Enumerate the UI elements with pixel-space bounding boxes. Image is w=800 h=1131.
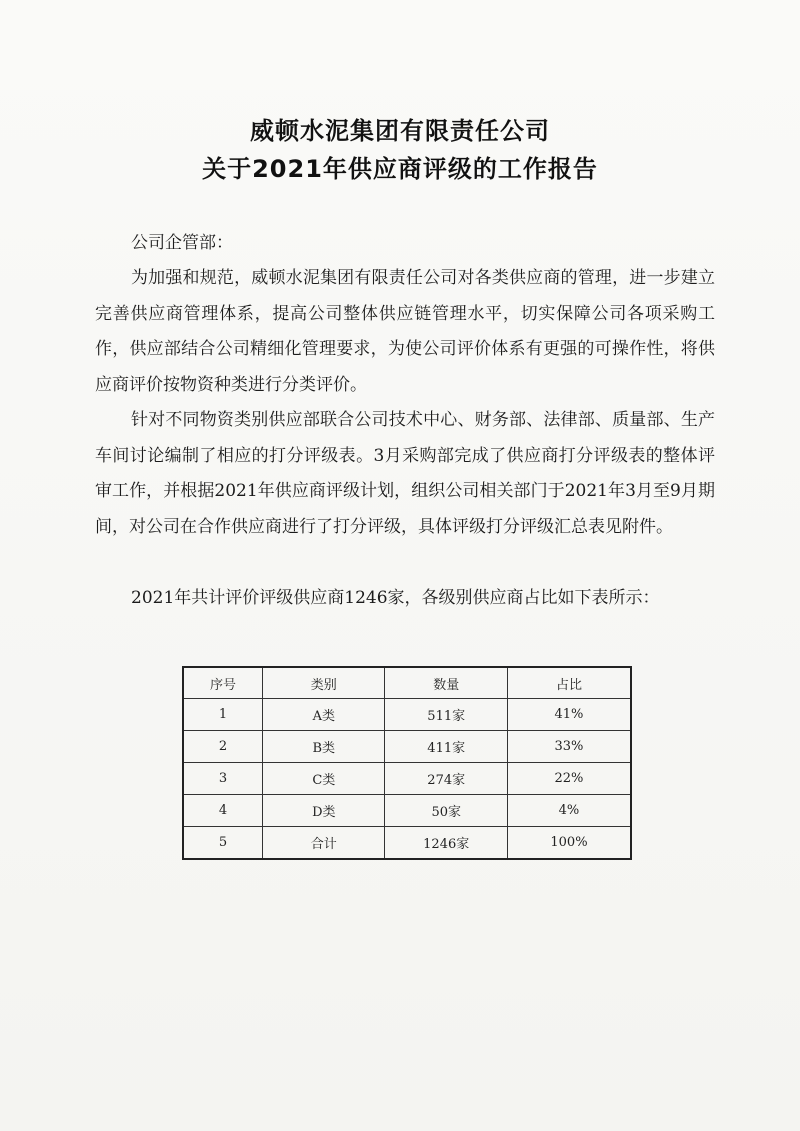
salutation: 公司企管部： (131, 233, 233, 253)
cell-index: 1 (183, 699, 263, 731)
cell-category: C类 (263, 763, 385, 795)
cell-category: A类 (263, 699, 385, 731)
cell-count: 411家 (385, 731, 507, 763)
supplier-rating-table (182, 666, 632, 860)
cell-count: 50家 (385, 795, 507, 827)
cell-count: 511家 (385, 699, 507, 731)
table-row (183, 731, 631, 763)
cell-index: 5 (183, 827, 263, 860)
cell-ratio: 33% (507, 731, 631, 763)
cell-index: 2 (183, 731, 263, 763)
report-title-line-2: 关于2021年供应商评级的工作报告 (202, 155, 598, 183)
report-title-line-1: 威顿水泥集团有限责任公司 (250, 117, 550, 145)
cell-category: D类 (263, 795, 385, 827)
cell-index: 4 (183, 795, 263, 827)
table-row (183, 763, 631, 795)
paragraph-summary: 2021年共计评价评级供应商1246家，各级别供应商占比如下表所示： (131, 588, 660, 608)
table-row (183, 699, 631, 731)
paragraph-purpose: 为加强和规范，威顿水泥集团有限责任公司对各类供应商的管理，进一步建立完善供应商管理体系，提高公司整体供应链管理水平，切实保障公司各项采购工作，供应部结合公司精细化管理要求，为使公司评价体系有更强的可操作性，将供应商评价按物资种类进行分类评价。 (95, 268, 715, 395)
cell-index: 3 (183, 763, 263, 795)
cell-count: 1246家 (385, 827, 507, 860)
cell-count: 274家 (385, 763, 507, 795)
header-count: 数量 (385, 667, 507, 699)
cell-ratio: 22% (507, 763, 631, 795)
header-index: 序号 (183, 667, 263, 699)
cell-category: 合计 (263, 827, 385, 860)
cell-ratio: 4% (507, 795, 631, 827)
cell-category: B类 (263, 731, 385, 763)
paragraph-process: 针对不同物资类别供应部联合公司技术中心、财务部、法律部、质量部、生产车间讨论编制了相应的打分评级表。3月采购部完成了供应商打分评级表的整体评审工作，并根据2021年供应商评级计划，组织公司相关部门于2021年3月至9月期间，对公司在合作供应商进行了打分评级，具体评级打分评级汇总表见附件。 (95, 410, 715, 537)
header-ratio: 占比 (507, 667, 631, 699)
table-row (183, 795, 631, 827)
table-header-row (183, 667, 631, 699)
cell-ratio: 100% (507, 827, 631, 860)
cell-ratio: 41% (507, 699, 631, 731)
header-category: 类别 (263, 667, 385, 699)
table-row-total (183, 827, 631, 860)
